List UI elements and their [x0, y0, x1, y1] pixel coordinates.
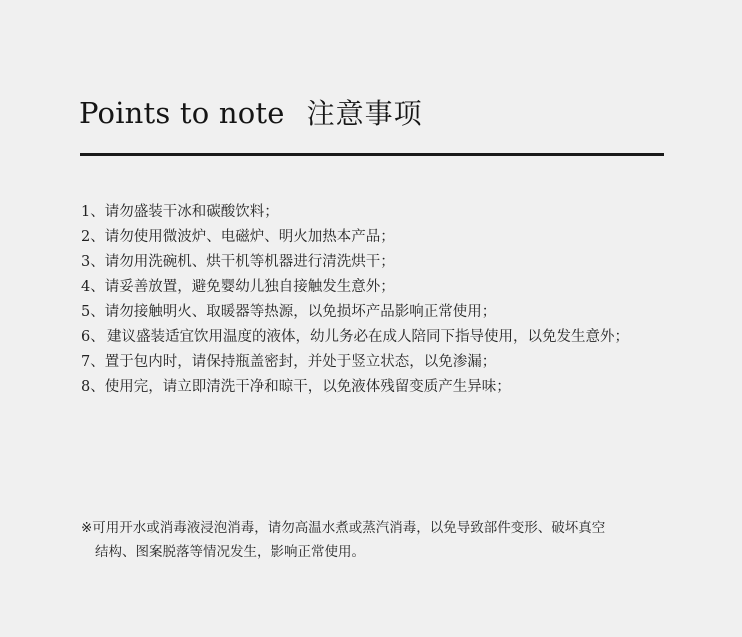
list-item-number: 8、 [81, 379, 105, 395]
list-item-number: 2、 [81, 229, 105, 245]
list-item-text: 建议盛装适宜饮用温度的液体，幼儿务必在成人陪同下指导使用，以免发生意外； [107, 329, 629, 345]
list-item [81, 300, 671, 325]
list-item-text: 请勿使用微波炉、电磁炉、明火加热本产品； [104, 229, 395, 245]
list-item-number: 5、 [81, 304, 105, 320]
list-item-text: 使用完，请立即清洗干净和晾干，以免液体残留变质产生异味； [104, 379, 511, 395]
title-divider [80, 153, 664, 156]
list-item-text: 请勿用洗碗机、烘干机等机器进行清洗烘干； [104, 254, 395, 270]
list-item [81, 250, 671, 275]
list-item-number: 3、 [81, 254, 105, 270]
list-item-number: 6、 [81, 329, 105, 345]
list-item-text: 请勿盛装干冰和碳酸饮料； [104, 204, 279, 220]
list-item [81, 275, 671, 300]
list-item-text: 请勿接触明火、取暖器等热源，以免损坏产品影响正常使用； [104, 304, 497, 320]
notes-list [81, 200, 671, 400]
list-item [81, 325, 671, 350]
footnote-line-1: ※可用开水或消毒液浸泡消毒，请勿高温水煮或蒸汽消毒，以免导致部件变形、破坏真空 [81, 520, 606, 536]
footnote-line-2: 结构、图案脱落等情况发生，影响正常使用。 [95, 544, 365, 560]
list-item-number: 7、 [81, 354, 105, 370]
title-english: Points to note [79, 96, 285, 130]
list-item-text: 置于包内时，请保持瓶盖密封，并处于竖立状态，以免渗漏； [104, 354, 497, 370]
list-item-number: 1、 [81, 204, 105, 220]
list-item [81, 225, 671, 250]
title-chinese: 注意事项 [306, 97, 423, 130]
list-item [81, 350, 671, 375]
list-item-number: 4、 [81, 279, 105, 295]
list-item [81, 200, 671, 225]
list-item [81, 375, 671, 400]
list-item-text: 请妥善放置，避免婴幼儿独自接触发生意外； [104, 279, 395, 295]
page-title [79, 92, 423, 132]
footnote [81, 516, 656, 564]
